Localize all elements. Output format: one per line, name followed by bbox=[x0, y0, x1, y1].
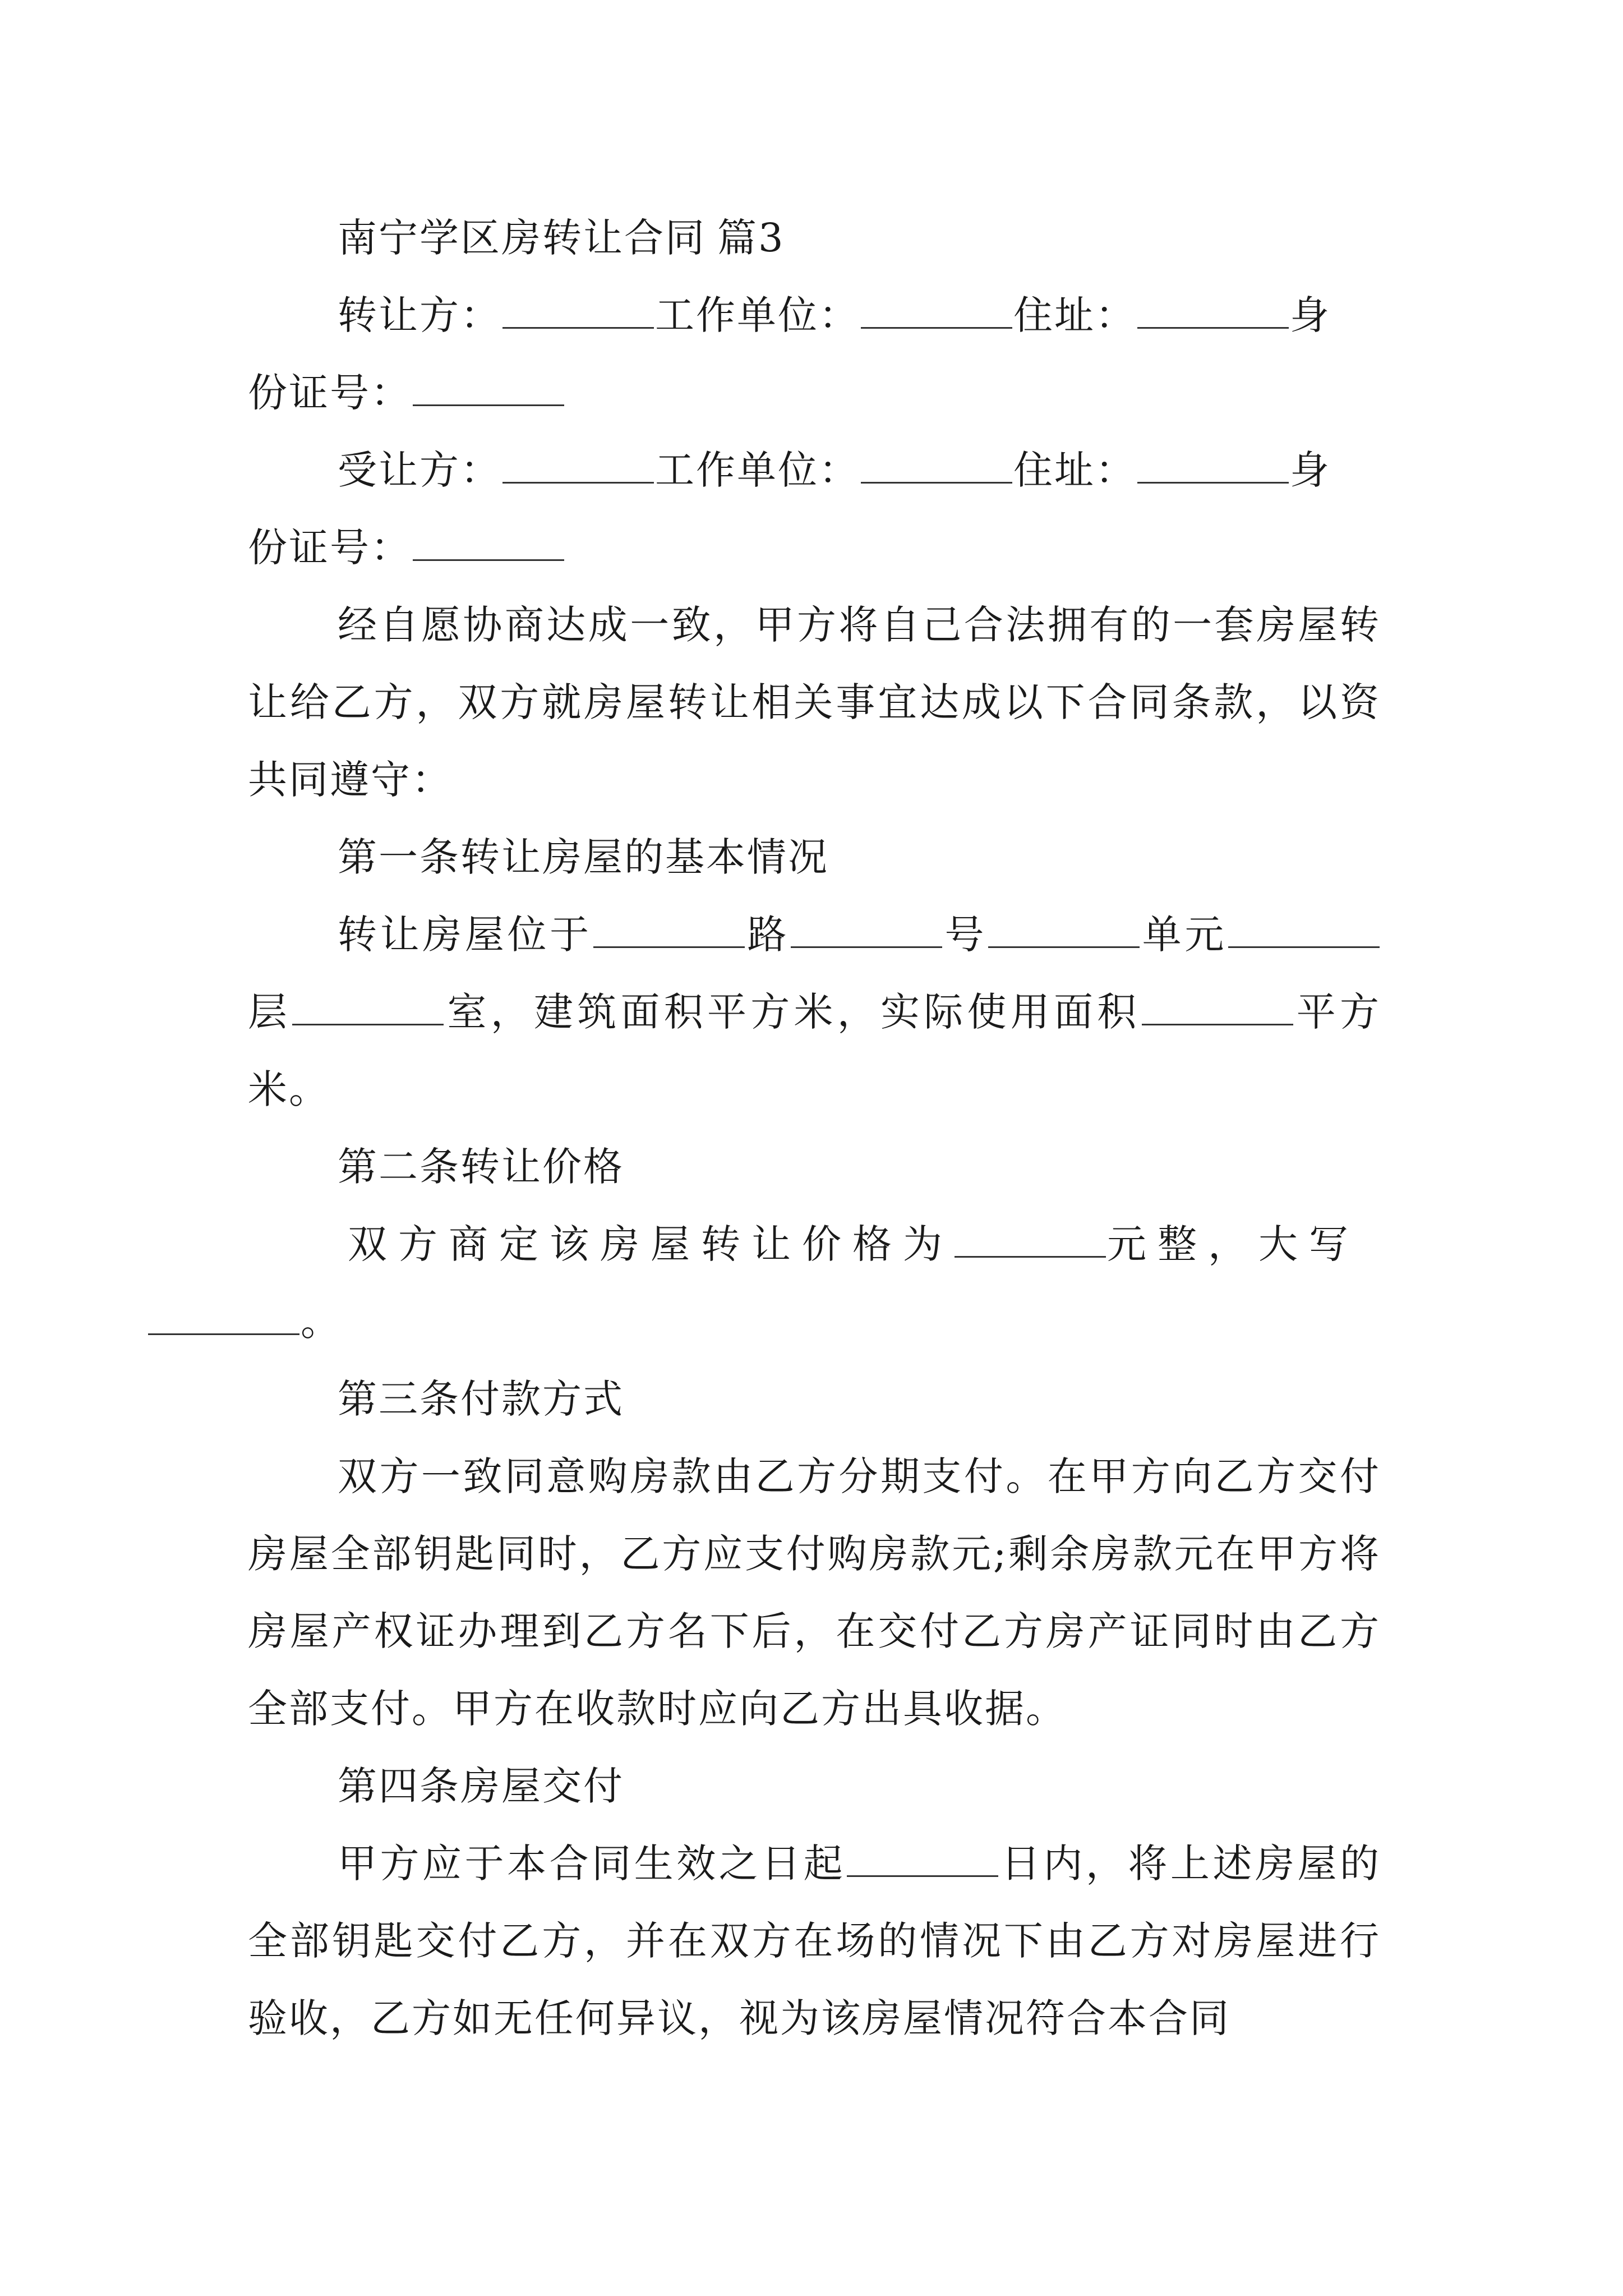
article1-text-1: 转让房屋位于 bbox=[338, 912, 592, 958]
transferor-name-blank bbox=[502, 293, 654, 329]
article1-text-7: 平方米。 bbox=[248, 989, 1381, 1112]
article1-text-6: 室，建筑面积平方米，实际使用面积 bbox=[445, 989, 1141, 1035]
intro-paragraph: 经自愿协商达成一致，甲方将自己合法拥有的一套房屋转让给乙方，双方就房屋转让相关事宜达成以下合同条款，以资共同遵守： bbox=[248, 602, 1381, 803]
transferor-work-label: 工作单位： bbox=[655, 292, 860, 338]
number-blank bbox=[791, 913, 942, 948]
contract-body bbox=[248, 199, 1381, 2057]
article2-text-3: 。 bbox=[301, 1299, 351, 1345]
transferee-work-label: 工作单位： bbox=[655, 447, 860, 493]
price-words-blank bbox=[148, 1300, 299, 1335]
transferee-name-blank bbox=[502, 448, 654, 484]
article4-body bbox=[248, 1825, 1381, 2057]
usable-area-blank bbox=[1142, 990, 1293, 1025]
price-blank bbox=[955, 1222, 1106, 1258]
article4-text-1: 甲方应于本合同生效之日起 bbox=[338, 1841, 846, 1887]
article4-heading: 第四条房屋交付 bbox=[338, 1763, 624, 1809]
floor-blank bbox=[1228, 913, 1380, 948]
article1-text-3: 号 bbox=[943, 912, 988, 958]
transferee-line bbox=[248, 431, 1381, 586]
article2-heading: 第二条转让价格 bbox=[338, 1144, 624, 1190]
article3-heading: 第三条付款方式 bbox=[338, 1376, 624, 1422]
article4-text-2: 日内，将上述房屋的全部钥匙交付乙方，并在双方在场的情况下由乙方对房屋进行验收，乙方如无任何异议，视为该房屋情况符合本合同 bbox=[248, 1841, 1381, 2041]
transferee-address-blank bbox=[1137, 448, 1289, 484]
article1-text-5: 层 bbox=[248, 989, 292, 1035]
days-blank bbox=[847, 1842, 998, 1877]
road-blank bbox=[593, 913, 745, 948]
article1-text-2: 路 bbox=[745, 912, 790, 958]
article3-body: 双方一致同意购房款由乙方分期支付。在甲方向乙方交付房屋全部钥匙同时，乙方应支付购房款元;剩余房款元在甲方将房屋产权证办理到乙方名下后，在交付乙方房产证同时由乙方全部支付。甲方在收款时应向乙方出具收据。 bbox=[248, 1453, 1381, 1732]
transferor-id-label-b: 份证号： bbox=[248, 370, 412, 416]
title-main: 南宁学区房转让合同 bbox=[338, 215, 706, 261]
article1-text-4: 单元 bbox=[1141, 912, 1228, 958]
transferor-line bbox=[248, 277, 1381, 431]
unit-blank bbox=[988, 913, 1140, 948]
document-title bbox=[248, 199, 1381, 277]
article1-body bbox=[248, 896, 1381, 1128]
article2-body bbox=[248, 1205, 1381, 1360]
transferee-id-label-a: 身 bbox=[1290, 447, 1331, 493]
title-suffix: 篇3 bbox=[717, 215, 785, 261]
transferee-label: 受让方： bbox=[338, 447, 501, 493]
transferor-address-blank bbox=[1137, 293, 1289, 329]
transferor-id-blank bbox=[413, 371, 564, 406]
article2-text-1: 双方商定该房屋转让价格为 bbox=[348, 1221, 953, 1267]
transferor-label: 转让方： bbox=[338, 292, 501, 338]
transferee-id-blank bbox=[413, 526, 564, 561]
article1-heading: 第一条转让房屋的基本情况 bbox=[338, 834, 829, 880]
transferor-address-label: 住址： bbox=[1013, 292, 1136, 338]
transferee-id-label-b: 份证号： bbox=[248, 524, 412, 570]
transferee-address-label: 住址： bbox=[1013, 447, 1136, 493]
transferor-id-label-a: 身 bbox=[1290, 292, 1331, 338]
room-blank bbox=[292, 990, 444, 1025]
transferee-work-blank bbox=[861, 448, 1012, 484]
transferor-work-blank bbox=[861, 293, 1012, 329]
article2-text-2: 元整，大写 bbox=[1107, 1221, 1359, 1267]
